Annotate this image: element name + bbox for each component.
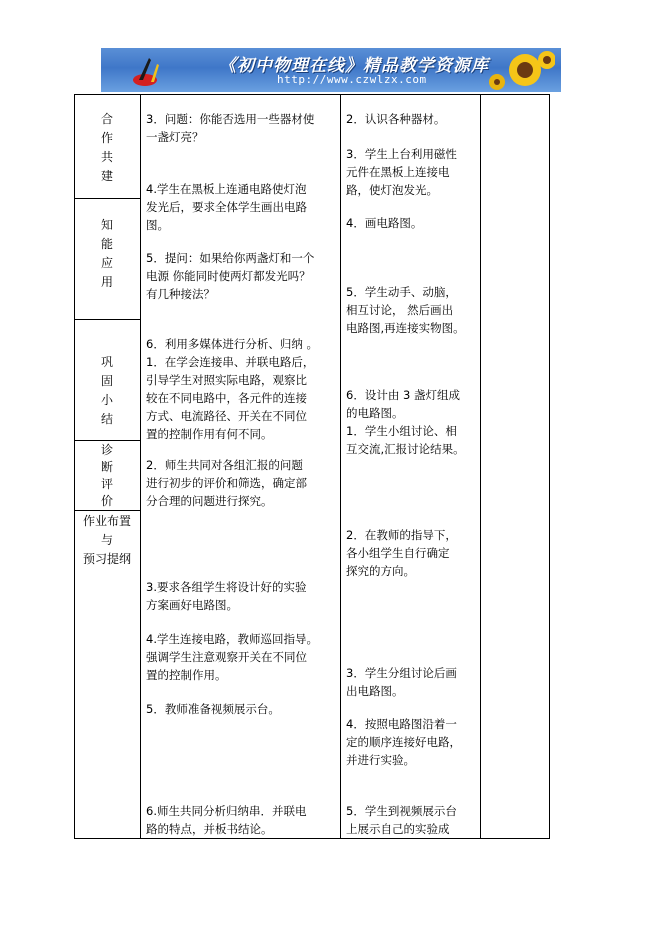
student-item: 6．设计由 3 盏灯组成 的电路图。 1．学生小组讨论、相 互交流,汇报讨论结果。 — [346, 388, 465, 456]
category-cooperate: 合 作 共 建 — [100, 112, 113, 183]
column-divider — [480, 94, 481, 839]
banner-url[interactable]: http://www.czwlzx.com — [277, 73, 427, 86]
teacher-item: 4.学生连接电路，教师巡回指导。 强调学生注意观察开关在不同位 置的控制作用。 — [146, 632, 318, 682]
student-item: 5．学生到视频展示台 上展示自己的实验成 — [346, 804, 457, 836]
student-item: 4．按照电路图沿着一 定的顺序连接好电路， 并进行实验。 — [346, 717, 461, 767]
teacher-item: 3．问题：你能否选用一些器材使 一盏灯亮？ — [146, 112, 315, 144]
student-item: 5．学生动手、动脑， 相互讨论， 然后画出 电路图,再连接实物图。 — [346, 285, 465, 335]
header-banner — [101, 48, 561, 92]
student-item: 4．画电路图。 — [346, 216, 423, 230]
logo-icon — [131, 54, 165, 88]
student-item: 3．学生分组讨论后画 出电路图。 — [346, 666, 457, 698]
column-divider — [140, 94, 141, 839]
row-divider — [74, 510, 140, 511]
row-divider — [74, 440, 140, 441]
teacher-item: 6.师生共同分析归纳串．并联电 路的特点，并板书结论。 — [146, 804, 307, 836]
student-item: 3．学生上台利用磁性 元件在黑板上连接电 路，使灯泡发光。 — [346, 147, 457, 197]
sunflower-icon — [485, 50, 555, 90]
category-homework: 作业布置 与 预习提纲 — [82, 514, 131, 566]
teacher-item: 5．提问：如果给你两盏灯和一个 电源 你能同时使两灯都发光吗？ 有几种接法？ — [146, 251, 315, 301]
teacher-item: 4.学生在黑板上连通电路使灯泡 发光后，要求全体学生画出电路 图。 — [146, 182, 307, 232]
teacher-item: 6．利用多媒体进行分析、归纳 。 1．在学会连接串、并联电路后， 引导学生对照实际电路，观察比 较在不同电路中，各元件的连接 方式、电流路径、开关在不同位 置的控制作用有何不同。 — [146, 337, 318, 441]
row-divider — [74, 319, 140, 320]
banner-title: 《初中物理在线》精品教学资源库 — [219, 56, 489, 76]
teacher-item: 5．教师准备视频展示台。 — [146, 702, 280, 716]
column-divider — [340, 94, 341, 839]
row-divider — [74, 198, 140, 199]
student-item: 2．认识各种器材。 — [346, 112, 446, 126]
teacher-item: 2．师生共同对各组汇报的问题 进行初步的评价和筛选，确定部 分合理的问题进行探究。 — [146, 458, 307, 508]
category-consolidate: 巩 固 小 结 — [100, 355, 113, 426]
category-apply: 知 能 应 用 — [100, 218, 113, 289]
teacher-item: 3.要求各组学生将设计好的实验 方案画好电路图。 — [146, 580, 307, 612]
student-item: 2．在教师的指导下， 各小组学生自行确定 探究的方向。 — [346, 528, 457, 578]
category-diagnose: 诊 断 评 价 — [100, 443, 113, 508]
